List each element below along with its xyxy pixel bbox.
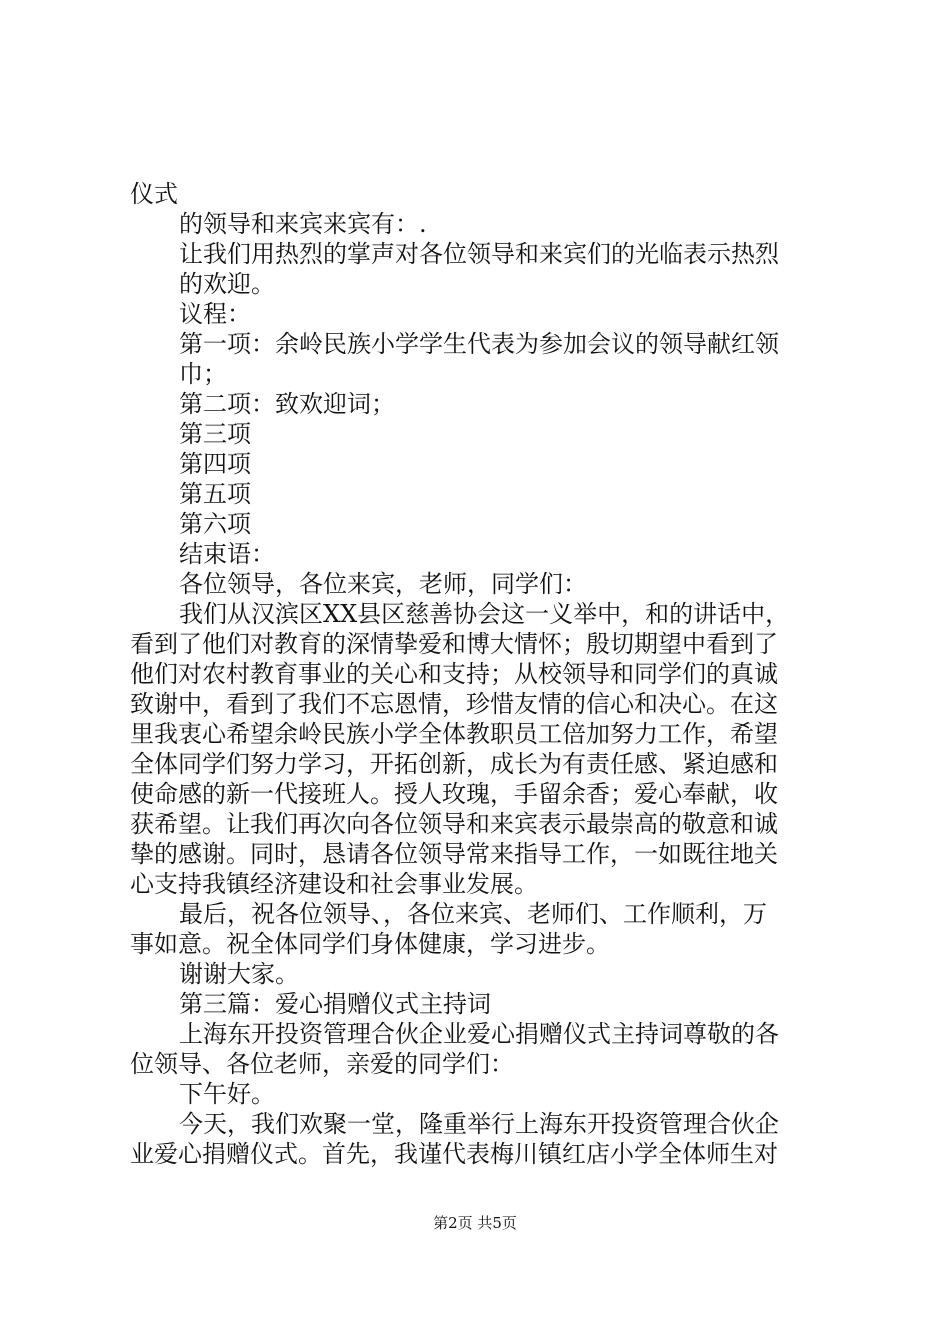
text-line: 第三篇：爱心捐赠仪式主持词 (179, 990, 491, 1018)
text-line: 业爱心捐赠仪式。首先，我谨代表梅川镇红店小学全体师生对 (130, 1140, 778, 1168)
text-line: 今天，我们欢聚一堂，隆重举行上海东开投资管理合伙企 (179, 1110, 779, 1138)
text-line: 巾； (179, 360, 227, 388)
text-line: 的欢迎。 (179, 270, 275, 298)
text-line: 心支持我镇经济建设和社会事业发展。 (130, 870, 538, 898)
text-line: 看到了他们对教育的深情挚爱和博大情怀；殷切期望中看到了 (130, 630, 778, 658)
text-line: 最后，祝各位领导、，各位来宾、老师们、工作顺利，万 (179, 900, 767, 928)
text-line: 的领导和来宾来宾有：. (179, 210, 427, 238)
text-line: 全体同学们努力学习，开拓创新，成长为有责任感、紧迫感和 (130, 750, 778, 778)
text-line: 里我衷心希望余岭民族小学全体教职员工倍加努力工作，希望 (130, 720, 778, 748)
text-line: 使命感的新一代接班人。授人玫瑰，手留余香；爱心奉献，收 (130, 780, 778, 808)
text-line: 第六项 (179, 510, 251, 538)
page-number-footer: 第2页 共5页 (433, 1214, 517, 1232)
text-line: 第四项 (179, 450, 251, 478)
text-line: 仪式 (130, 180, 178, 208)
text-line: 第三项 (179, 420, 251, 448)
text-line: 获希望。让我们再次向各位领导和来宾表示最崇高的敬意和诚 (130, 810, 778, 838)
text-line: 结束语： (179, 540, 275, 568)
text-line: 挚的感谢。同时，恳请各位领导常来指导工作，一如既往地关 (130, 840, 778, 868)
text-line: 第五项 (179, 480, 251, 508)
text-line: 第一项：余岭民族小学学生代表为参加会议的领导献红领 (179, 330, 779, 358)
text-line: 第二项：致欢迎词； (179, 390, 395, 418)
text-line: 致谢中，看到了我们不忘恩情，珍惜友情的信心和决心。在这 (130, 690, 778, 718)
text-line: 让我们用热烈的掌声对各位领导和来宾们的光临表示热烈 (179, 240, 779, 268)
text-line: 议程： (179, 300, 251, 328)
text-line: 下午好。 (179, 1080, 275, 1108)
text-line: 事如意。祝全体同学们身体健康，学习进步。 (130, 930, 610, 958)
text-line: 上海东开投资管理合伙企业爱心捐赠仪式主持词尊敬的各 (179, 1020, 779, 1048)
text-line: 位领导、各位老师，亲爱的同学们： (130, 1050, 514, 1078)
text-line: 我们从汉滨区XX县区慈善协会这一义举中，和的讲话中， (179, 600, 790, 628)
text-line: 各位领导，各位来宾，老师，同学们： (179, 570, 587, 598)
text-line: 谢谢大家。 (179, 960, 299, 988)
text-line: 他们对农村教育事业的关心和支持；从校领导和同学们的真诚 (130, 660, 778, 688)
